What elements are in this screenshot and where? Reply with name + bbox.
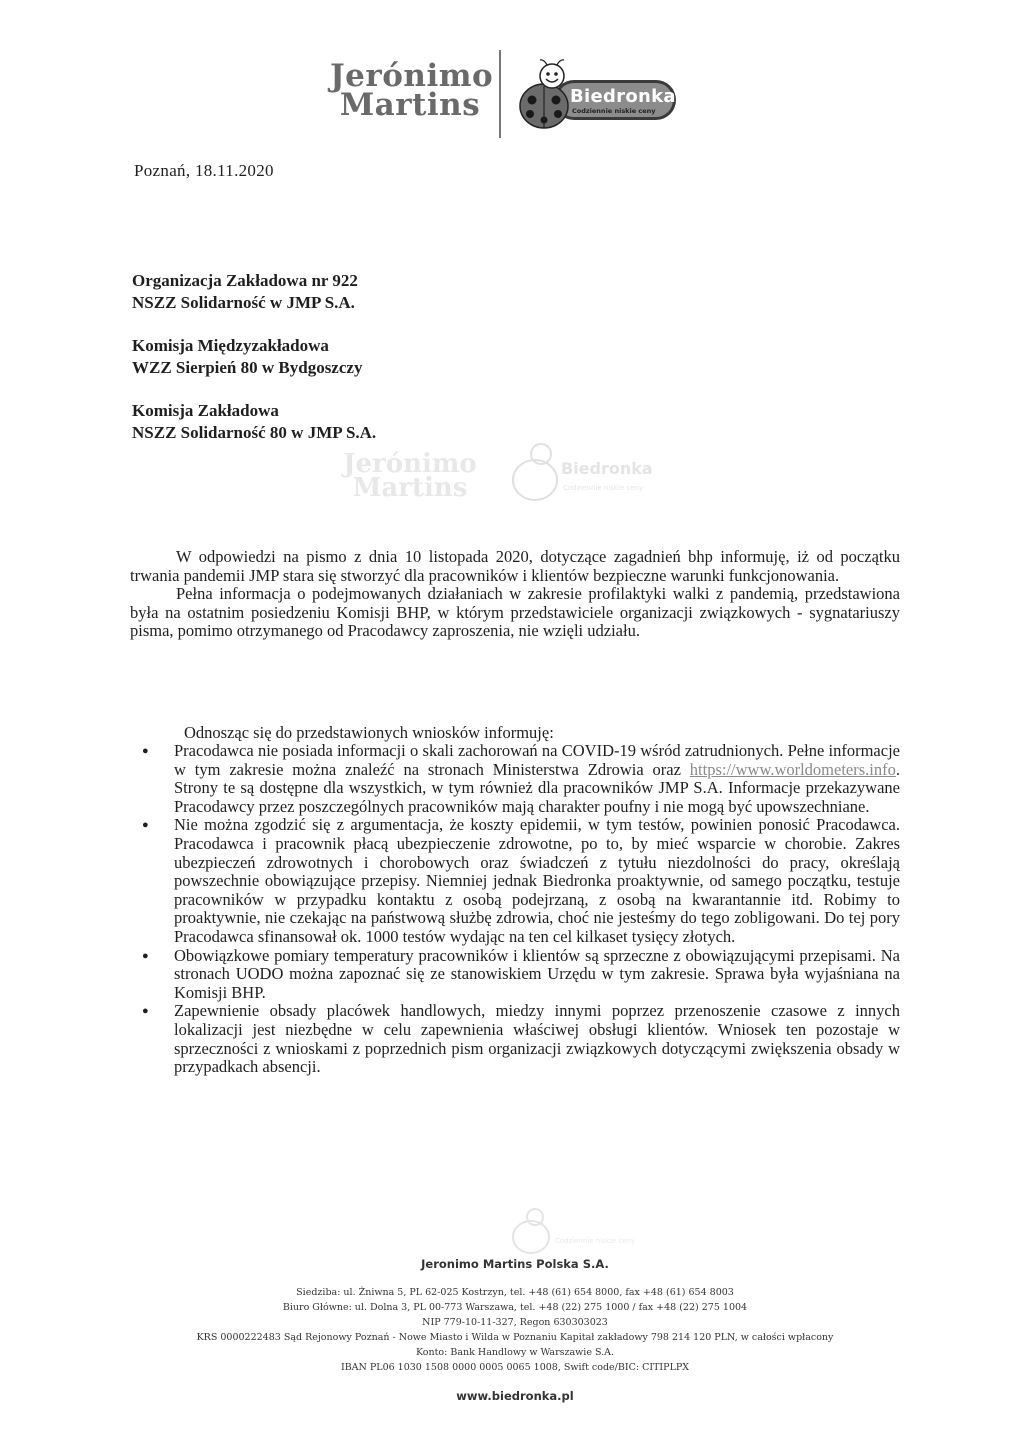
paragraph: W odpowiedzi na pismo z dnia 10 listopada 2020, dotyczące zagadnień bhp informuję, iż od początku trwania pandemii JMP stara się stworzyć dla pracowników i klientów bezpieczne warunki funkcjonowania. bbox=[130, 547, 900, 585]
footer-line: IBAN PL06 1030 1508 0000 0005 0065 1008, Swift code/BIC: CITIPLPX bbox=[340, 1362, 690, 1373]
svg-text:Biedronka: Biedronka bbox=[561, 459, 653, 478]
biedronka-tagline: Codziennie niskie ceny bbox=[572, 107, 656, 115]
list-item: ● Nie można zgodzić się z argumentacja, że koszty epidemii, w tym testów, powinien ponosić Pracodawca. Pracodawca i pracownik płacą ubezpieczenie zdrowotne, po to, by mieć wsparcie w chorobie. Zakres ubezpieczeń zdrowotnych i chorobowych oraz świadczeń z tytułu niezdolności do pracy, określają powszechnie obowiązujące przepisy. Niemniej jednak Biedronka proaktywnie, od samego początku, testuje pracowników w przypadku kontaktu z osobą podejrzaną, z osobą na kwarantannie itd. Robimy to proaktywnie, nie czekając na państwową służbę zdrowia, choć nie jesteśmy do tego zobligowani. Do tej pory Pracodawca sfinansował ok. 1000 testów wydając na ten cel kilkaset tysięcy złotych. bbox=[174, 816, 900, 946]
footer-line: Biuro Główne: ul. Dolna 3, PL 00-773 Warszawa, tel. +48 (22) 275 1000 / fax +48 (22) 275 1004 bbox=[282, 1302, 748, 1313]
recipient-block bbox=[132, 335, 362, 379]
footer-line: Konto: Bank Handlowy w Warszawie S.A. bbox=[415, 1347, 615, 1358]
footer-company: Jeronimo Martins Polska S.A. bbox=[421, 1257, 609, 1271]
recipient-line: Komisja Zakładowa bbox=[132, 401, 279, 420]
watermark-jm: Jerónimo Martins bbox=[343, 449, 477, 503]
footer-website-link[interactable]: www.biedronka.pl bbox=[456, 1389, 574, 1403]
recipient-line: Komisja Międzyzakładowa bbox=[132, 336, 329, 355]
logo-jm-line1: Jerónimo bbox=[330, 58, 494, 94]
company-footer bbox=[130, 1257, 900, 1403]
list-item: ● Obowiązkowe pomiary temperatury pracowników i klientów są sprzeczne z obowiązującymi przepisami. Na stronach UODO można zapoznać się ze stanowiskiem Urzędu w tym zakresie. Sprawa była wyjaśniana na Komisji BHP. bbox=[174, 947, 900, 1003]
biedronka-name: Biedronka bbox=[570, 86, 676, 107]
logo-jm-line2: Martins bbox=[339, 87, 481, 123]
jeronimo-martins-logo bbox=[330, 58, 494, 123]
recipient-line: WZZ Sierpień 80 w Bydgoszczy bbox=[132, 358, 363, 377]
svg-text:Codziennie niskie ceny: Codziennie niskie ceny bbox=[563, 484, 644, 492]
bullet-text: Pracodawca nie posiada informacji o skali zachorowań na COVID-19 wśród zatrudnionych. Pełne informacje w tym zakresie można znaleźć na stronach Ministerstwa Zdrowia oraz bbox=[174, 741, 900, 779]
recipient-line: NSZZ Solidarność 80 w JMP S.A. bbox=[132, 423, 377, 442]
recipient-line: Organizacja Zakładowa nr 922 bbox=[132, 271, 358, 290]
watermark-ladybug-footer-icon bbox=[505, 1205, 636, 1262]
recipient-block bbox=[132, 270, 358, 314]
paragraph: Pełna informacja o podejmowanych działaniach w zakresie profilaktyki walki z pandemią, przedstawiona była na ostatnim posiedzeniu Komisji BHP, w którym przedstawiciele organizacji związkowych - sygnatariuszy pisma, pomimo otrzymanego od Pracodawcy zaproszenia, nie wzięli udziału. bbox=[130, 584, 900, 641]
worldometers-link[interactable]: https://www.worldometers.info bbox=[689, 759, 896, 779]
biedronka-logo bbox=[512, 56, 680, 132]
footer-line: Siedziba: ul. Żniwna 5, PL 62-025 Kostrzyn, tel. +48 (61) 654 8000, fax +48 (61) 654 8003 bbox=[296, 1287, 734, 1298]
list-item bbox=[174, 742, 900, 816]
bullet-text: . Strony te są dostępne dla wszystkich, w tym również dla pracowników JMP S.A. Informacje przekazywane Pracodawcy przez poszczególnych pracowników mają charakter poufny i nie mogą być upowszechniane. bbox=[174, 759, 900, 816]
recipient-line: NSZZ Solidarność w JMP S.A. bbox=[132, 293, 355, 312]
footer-line: KRS 0000222483 Sąd Rejonowy Poznań - Nowe Miasto i Wilda w Poznaniu Kapitał zakładowy 798 214 120 PLN, w całości wpłacony bbox=[196, 1332, 834, 1343]
footer-line: NIP 779-10-11-327, Regon 630303023 bbox=[422, 1317, 608, 1328]
logo-divider bbox=[499, 50, 501, 138]
watermark-ladybug-icon bbox=[505, 438, 655, 513]
bullets-intro: Odnosząc się do przedstawionych wniosków informuję: bbox=[184, 723, 554, 742]
place-date: Poznań, 18.11.2020 bbox=[134, 161, 274, 180]
letter-body bbox=[130, 548, 900, 641]
svg-text:Codziennie niskie ceny: Codziennie niskie ceny bbox=[555, 1237, 636, 1245]
bullet-list bbox=[174, 742, 900, 1077]
recipient-block bbox=[132, 400, 376, 444]
list-item: ● Zapewnienie obsady placówek handlowych, miedzy innymi poprzez przenoszenie czasowe z innych lokalizacji jest niezbędne w celu zapewnienia właściwej obsługi klientów. Wniosek ten pozostaje w sprzeczności z wnioskami z poprzednich pism organizacji związkowych dotyczącymi zwiększenia obsady w przypadkach absencji. bbox=[174, 1002, 900, 1076]
